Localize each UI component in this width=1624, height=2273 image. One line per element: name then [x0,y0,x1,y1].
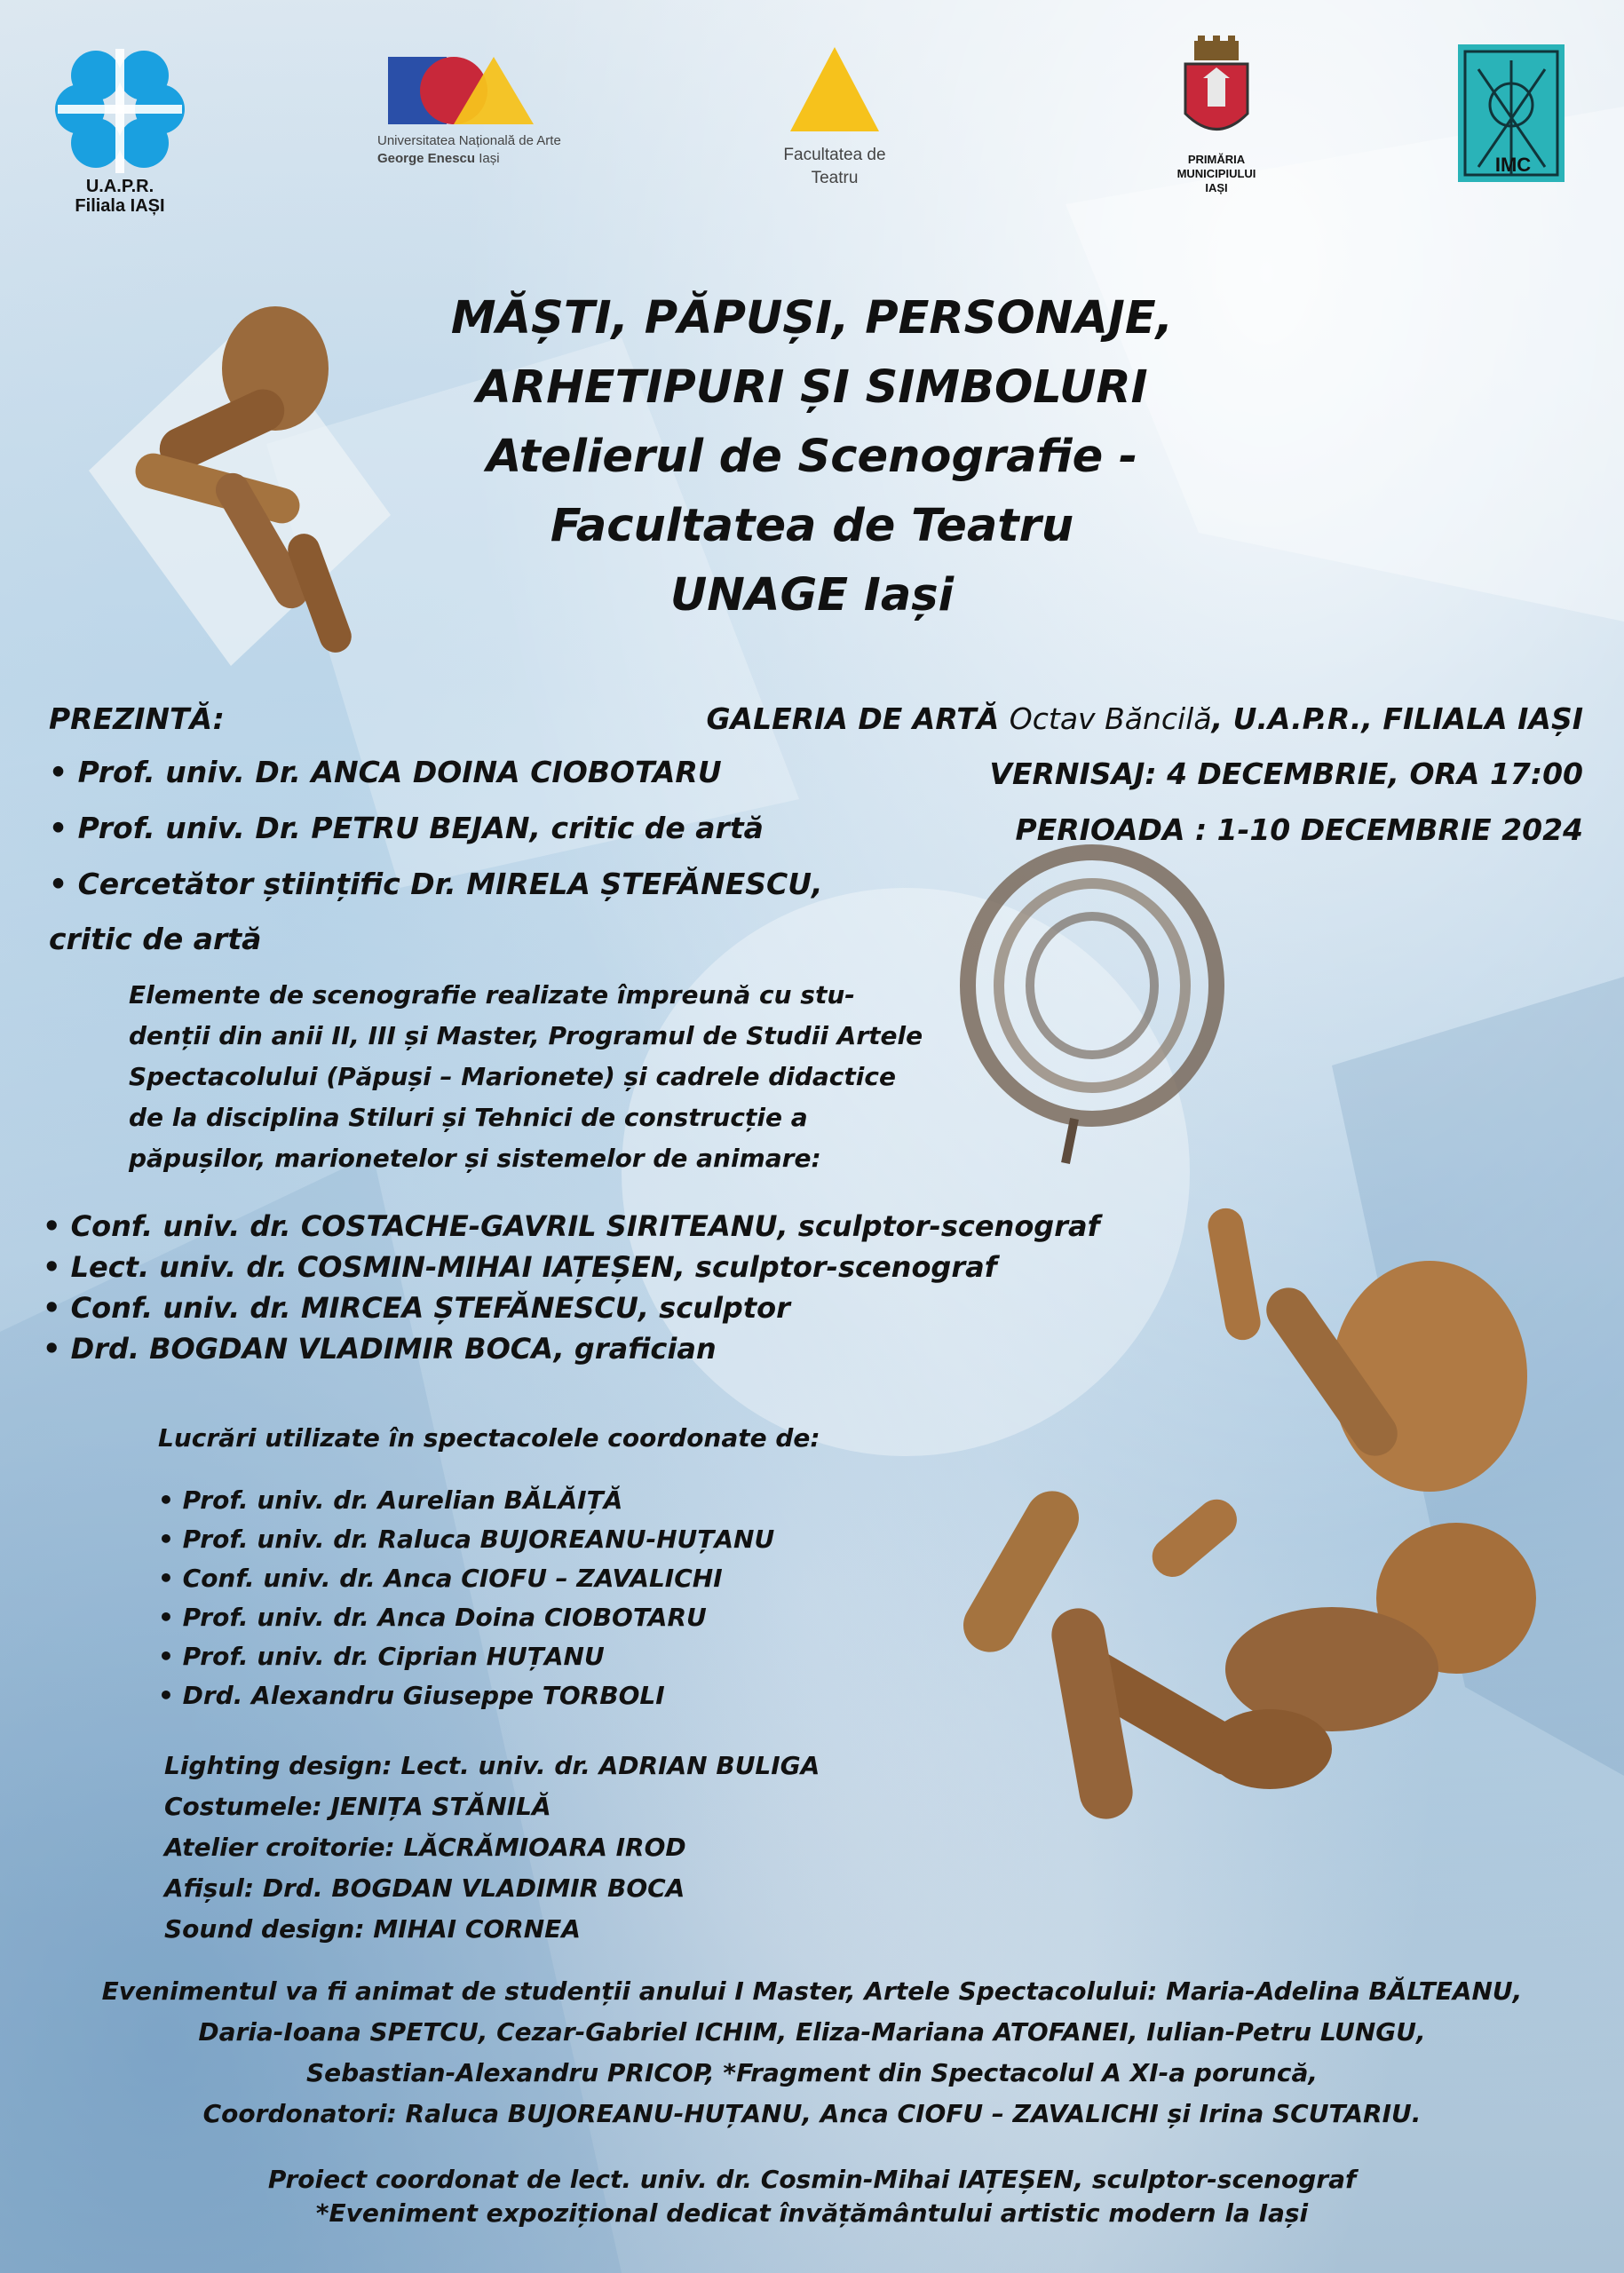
unage-label-2 [377,150,608,168]
teacher-item: • Conf. univ. dr. MIRCEA ȘTEFĂNESCU, sculptor [43,1291,790,1325]
faculty-logo [759,43,910,220]
exhibition-period: PERIOADA : 1-10 DECEMBRIE 2024 [1015,812,1583,847]
presenter-2-role: , critic de artă [529,811,764,845]
presenter-2 [49,802,764,855]
works-list [158,1481,957,1715]
unage-logo [377,53,608,195]
description-line: Elemente de scenografie realizate împreună cu stu- [129,980,855,1010]
footer-line: *Eveniment expozițional dedicat învățământului artistic modern la Iași [315,2198,1309,2228]
unage-shapes-icon [383,53,543,129]
credit-item: Sound design: MIHAI CORNEA [164,1914,581,1944]
opening-date: VERNISAJ: 4 DECEMBRIE, ORA 17:00 [989,756,1583,791]
mask-image [923,835,1261,1172]
imc-logo [1456,43,1570,220]
uapr-logo [44,40,195,235]
description [129,975,928,1179]
footer-line: Proiect coordonat de lect. univ. dr. Cosmin-Mihai IAȚEȘEN, sculptor-scenograf [267,2165,1357,2194]
works-item: • Prof. univ. dr. Raluca BUJOREANU-HUȚANU [158,1525,775,1554]
works-item: • Prof. univ. dr. Aurelian BĂLĂIȚĂ [158,1485,623,1515]
works-item: • Conf. univ. dr. Anca CIOFU – ZAVALICHI [158,1564,723,1593]
presenters-heading: PREZINTĂ: [49,701,225,736]
gallery-name: Octav Băncilă [1009,701,1212,736]
presenter-2-name: Prof. univ. Dr. PETRU BEJAN [77,811,530,845]
title-line-5: UNAGE Iași [669,569,955,622]
presenter-3-continuation: critic de artă [49,922,262,956]
credit-item: Atelier croitorie: LĂCRĂMIOARA IROD [164,1833,686,1862]
presenter-1-name: Prof. univ. Dr. ANCA DOINA CIOBOTARU [77,755,722,789]
credits-list [164,1746,963,1950]
faculty-label-2: Teatru [811,169,859,187]
description-line: denții din anii II, III și Master, Programul de Studii Artele [129,1021,923,1050]
students-line: Sebastian-Alexandru PRICOP, *Fragment din Spectacolul A XI-a poruncă, [306,2058,1318,2087]
uapr-label-1: U.A.P.R. [85,177,154,196]
primaria-label-1: PRIMĂRIA [1187,153,1246,166]
faculty-label-1: Facultatea de [783,146,886,164]
students-line: Daria-Ioana SPETCU, Cezar-Gabriel ICHIM, Eliza-Mariana ATOFANEI, Iulian-Petru LUNGU, [198,2017,1426,2047]
gallery-line [706,693,1583,746]
title-line-1: MĂȘTI, PĂPUȘI, PERSONAJE, [450,292,1174,345]
faculty-triangle-icon [759,43,910,140]
teacher-item: • Drd. BOGDAN VLADIMIR BOCA, grafician [43,1332,717,1366]
gallery-prefix: GALERIA DE ARTĂ [706,701,1010,736]
students-line: Coordonatori: Raluca BUJOREANU-HUȚANU, Anca CIOFU – ZAVALICHI și Irina SCUTARIU. [202,2099,1422,2128]
uapr-label-2: Filiala IAȘI [75,196,165,216]
works-item: • Drd. Alexandru Giuseppe TORBOLI [158,1681,665,1710]
teachers-list [43,1206,1153,1369]
coat-of-arms-icon [1159,34,1274,149]
primaria-logo [1159,34,1274,211]
credit-item: Afișul: Drd. BOGDAN VLADIMIR BOCA [164,1873,685,1903]
footer [0,2163,1624,2230]
title-line-4: Facultatea de Teatru [550,500,1074,552]
works-item: • Prof. univ. dr. Anca Doina CIOBOTARU [158,1603,707,1632]
uapr-clover-icon [44,40,195,173]
presenter-3 [49,858,823,911]
bullet: • [49,867,68,901]
credit-item: Lighting design: Lect. univ. dr. ADRIAN BULIGA [164,1751,820,1780]
bullet: • [49,755,68,789]
students-paragraph [0,1971,1624,2134]
primaria-label-3: IAȘI [1205,181,1228,194]
imc-label: IMC [1494,154,1532,176]
teacher-item: • Lect. univ. dr. COSMIN-MIHAI IAȚEȘEN, sculptor-scenograf [43,1250,997,1284]
unage-label-bold: George Enescu [377,151,476,166]
teacher-item: • Conf. univ. dr. COSTACHE-GAVRIL SIRITEANU, sculptor-scenograf [43,1209,1100,1243]
unage-label-1: Universitatea Națională de Arte [377,133,561,148]
works-heading: Lucrări utilizate în spectacolele coordonate de: [158,1423,820,1453]
presenter-3-role: , [812,867,823,901]
credit-item: Costumele: JENIȚA STĂNILĂ [164,1792,551,1821]
description-line: păpușilor, marionetelor și sistemelor de animare: [129,1144,821,1173]
title-line-3: Atelierul de Scenografie - [486,431,1138,483]
primaria-label-2: MUNICIPIULUI [1176,167,1256,180]
title-line-2: ARHETIPURI ȘI SIMBOLURI [476,361,1148,414]
unage-label-rest: Iași [475,151,500,166]
presenter-1 [49,746,722,799]
bullet: • [49,811,68,845]
description-line: de la disciplina Stiluri și Tehnici de construcție a [129,1103,808,1132]
works-item: • Prof. univ. dr. Ciprian HUȚANU [158,1642,605,1671]
students-line: Evenimentul va fi animat de studenții anului I Master, Artele Spectacolului: Maria-Adelina BĂLTEANU, [101,1976,1523,2006]
description-line: Spectacolului (Păpuși – Marionete) și cadrele didactice [129,1062,896,1091]
presenter-3-name: Cercetător științific Dr. MIRELA ȘTEFĂNESCU [77,867,812,901]
gallery-suffix: , U.A.P.R., FILIALA IAȘI [1211,701,1583,736]
